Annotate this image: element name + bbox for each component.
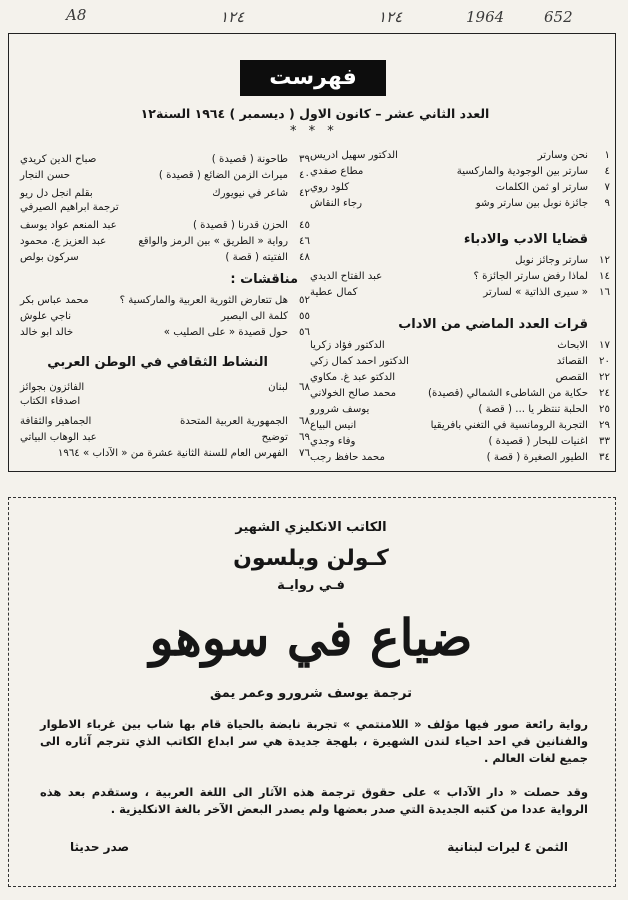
ad-author-name: كـولن ويلسون	[233, 546, 389, 571]
section-activity: النشاط الثقافي في الوطن العربي	[47, 355, 268, 370]
stars-ornament: * * *	[290, 124, 338, 139]
section-literature: قضايا الادب والادباء	[463, 232, 588, 247]
handwritten-mark-3: ١٢٤	[378, 8, 403, 26]
handwritten-mark-4: 1964	[466, 8, 505, 26]
section-debates: مناقشات :	[230, 272, 298, 287]
ad-author-label: الكاتب الانكليزي الشهير	[235, 520, 387, 535]
contents-heading: فهرست	[240, 60, 386, 96]
handwritten-mark-1: A8	[66, 6, 87, 24]
ad-translators: ترجمة يوسف شرورو وعمر يمق	[210, 686, 412, 701]
issue-line: العدد الثاني عشر – كانون الاول ( ديسمبر ) ١٩٦٤ السنة١٢	[140, 106, 490, 121]
ad-released: صدر حديثا	[70, 840, 130, 854]
ad-paragraph-1: رواية رائعة صور فيها مؤلف « اللامنتمي » تجربة نابضة بالحياة قام بها شاب بين غرباء الاطوار والفنانين في احد احياء لندن الشهيرة ، بلهجة جديدة هي سر ابداع الكاتب الذي تترجم آثاره الى جميع لغات العالم .	[40, 717, 588, 765]
handwritten-mark-2: ١٢٤	[220, 8, 245, 26]
handwritten-mark-5: 652	[544, 8, 573, 26]
ad-price: الثمن ٤ ليرات لبنانية	[447, 840, 568, 854]
ad-novel-label: فـي روايـة	[277, 578, 345, 593]
section-readers: قرات العدد الماضي من الاداب	[398, 317, 588, 332]
ad-paragraph-2: وقد حصلت « دار الآداب » على حقوق ترجمة هذه الآثار الى اللغة العربية ، وستقدم بعد هذه الرواية عددا من كتبه الجديدة التي صدر بعضها ولم يصدر البعض الآخر بالغة الانكليزية .	[40, 785, 588, 816]
ad-book-title: ضياع في سوهو	[149, 608, 473, 667]
